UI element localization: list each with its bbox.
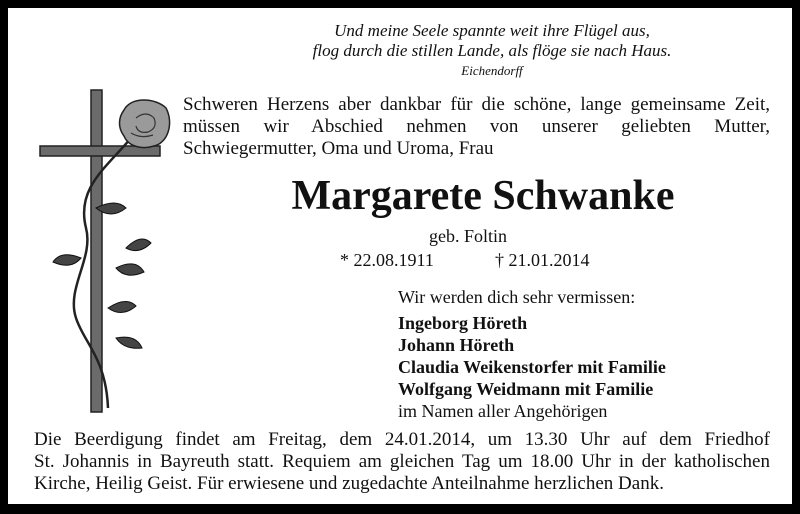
quote-line-2: flog durch die stillen Lande, als flöge sie nach Haus. bbox=[312, 41, 672, 60]
funeral-text bbox=[34, 429, 770, 495]
cross-with-rose-icon bbox=[36, 88, 176, 418]
mourners-closing: im Namen aller Angehörigen bbox=[398, 401, 608, 421]
mourner-name: Wolfgang Weidmann mit Familie bbox=[398, 379, 654, 399]
funeral-line: Die Beerdigung findet am Freitag, dem 24.01.2014, um 13.30 Uhr auf dem Friedhof bbox=[34, 429, 770, 450]
death-notice bbox=[8, 8, 792, 504]
mourner-name: Ingeborg Höreth bbox=[398, 313, 528, 333]
quote-author: Eichendorff bbox=[461, 63, 523, 78]
intro-line: Schweren Herzens aber dankbar für die schöne, lange gemeinsame Zeit, bbox=[183, 94, 770, 115]
mourner-name: Johann Höreth bbox=[398, 335, 515, 355]
mourner-name: Claudia Weikenstorfer mit Familie bbox=[398, 357, 666, 377]
maiden-name: geb. Foltin bbox=[429, 226, 508, 246]
funeral-line: Kirche, Heilig Geist. Für erwiesene und zugedachte Anteilnahme herzlichen Dank. bbox=[34, 473, 664, 494]
birth-date: * 22.08.1911 bbox=[340, 250, 434, 270]
funeral-line: St. Johannis in Bayreuth statt. Requiem am gleichen Tag um 18.00 Uhr in der katholischen bbox=[34, 451, 770, 472]
quote-line-1: Und meine Seele spannte weit ihre Flügel aus, bbox=[334, 21, 650, 40]
intro-line: müssen wir Abschied nehmen von unserer geliebten Mutter, bbox=[183, 116, 770, 137]
mourners-list bbox=[398, 312, 666, 422]
deceased-name: Margarete Schwanke bbox=[291, 173, 675, 219]
death-date: † 21.01.2014 bbox=[495, 250, 590, 270]
mourners-intro: Wir werden dich sehr vermissen: bbox=[398, 287, 636, 307]
intro-text bbox=[183, 94, 770, 160]
intro-line: Schwiegermutter, Oma und Uroma, Frau bbox=[183, 138, 494, 159]
